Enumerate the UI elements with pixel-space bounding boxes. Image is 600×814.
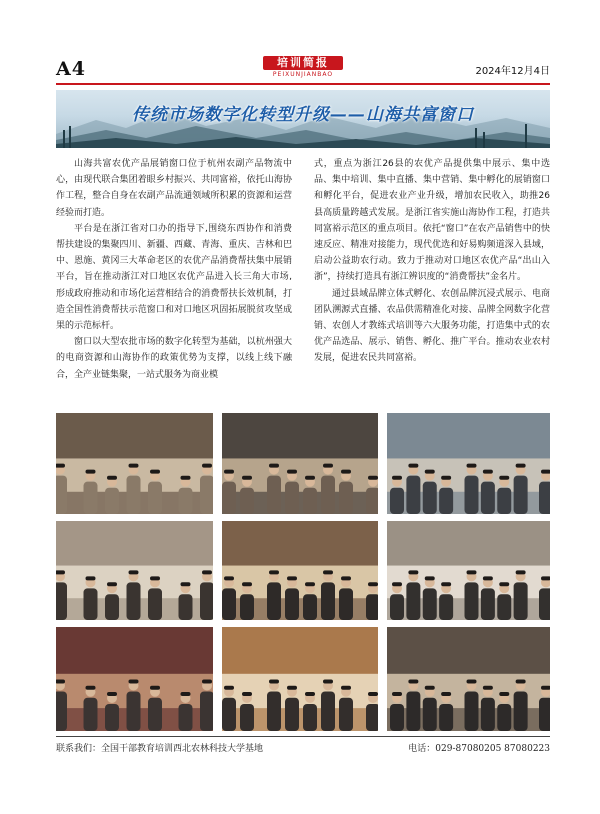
issue-date: 2024年12月4日 <box>475 66 550 77</box>
photo-grid <box>56 413 550 731</box>
newsletter-logo <box>263 56 343 80</box>
photo-exhibition-room-visit <box>387 521 550 620</box>
article-column-left <box>56 156 292 383</box>
article-paragraph: 通过县域品牌立体式孵化、农创品牌沉浸式展示、电商团队溯源式直播、农品供需精准化对接、品牌全网数字化营销、农创人才教练式培训等六大服务功能，打造集中式的农优产品选品、展示、销售、孵化、推广平台。推动农业农村发展，促进农民共同富裕。 <box>314 288 550 364</box>
logo-title: 培训简报 <box>263 56 343 70</box>
people-photo-icon <box>387 413 550 514</box>
article-paragraph: 山海共富农优产品展销窗口位于杭州农副产品物流中心，由现代联合集团着眼乡村振兴、共同富裕，依托山海协作工程，整合自身在农副产品流通领域所积累的资源和运营经验而打造。 <box>56 159 292 218</box>
article-paragraph: 式，重点为浙江26县的农优产品提供集中展示、集中选品、集中培训、集中直播、集中营销、集中孵化的展销窗口和孵化平台，促进农业产业升级，增加农民收入，助推26县高质量跨越式发展。是浙江省实施山海协作工程，打造共同富裕示范区的重点项目。依托“窗口”在农产品销售中的快速反应、精准对接能力，现代优选和好易购频道深入县域，启动公益助农行动。致力于推动对口地区农优产品“出山入浙”，持续打造具有浙江辨识度的“消费帮扶”金名片。 <box>314 159 550 283</box>
people-photo-icon <box>222 413 378 514</box>
article-paragraph: 窗口以大型农批市场的数字化转型为基础，以杭州强大的电商资源和山海协作的政策优势为支撑，以线上线下融合，全产业链集聚，一站式服务为商业模 <box>56 337 292 380</box>
article-column-right <box>314 156 550 367</box>
logo-subtitle: PEIXUNJIANBAO <box>272 71 334 78</box>
photo-store-interior-visit <box>56 521 213 620</box>
page-number: A4 <box>56 58 86 80</box>
article-banner <box>56 90 550 148</box>
header-divider <box>56 83 550 85</box>
phone-numbers: 电话：029-87080205 87080223 <box>408 744 550 754</box>
footer-divider <box>56 736 550 737</box>
photo-product-display-counter <box>387 627 550 731</box>
people-photo-icon <box>56 521 213 620</box>
article-paragraph: 平台是在浙江省对口办的指导下,围绕东西协作和消费帮扶建设的集聚四川、新疆、西藏、青海、重庆、吉林和巴中、恩施、黄冈三大革命老区的农优产品消费帮扶集中展销平台，旨在推动浙江对口地区农优产品进入长三角大市场,形成政府推动和市场化运营相结合的消费帮扶长效机制，打造全国性消费帮扶示范窗口和对口地区巩固拓展脱贫攻坚成果的示范标杆。 <box>56 223 292 332</box>
photo-courtyard-walk <box>56 627 213 731</box>
people-photo-icon <box>387 627 550 731</box>
photo-showroom-corridor <box>222 627 378 731</box>
article-body <box>56 156 550 404</box>
page-footer <box>56 741 550 755</box>
people-photo-icon <box>222 627 378 731</box>
banner-title: 传统市场数字化转型升级——山海共富窗口 <box>132 105 474 125</box>
page-header <box>56 56 550 82</box>
people-photo-icon <box>56 627 213 731</box>
photo-market-hall-group <box>56 413 213 514</box>
people-photo-icon <box>387 521 550 620</box>
photo-entrance-group <box>222 413 378 514</box>
photo-street-group <box>387 413 550 514</box>
people-photo-icon <box>56 413 213 514</box>
photo-product-table-visit <box>222 521 378 620</box>
people-photo-icon <box>222 521 378 620</box>
contact-info: 联系我们：全国干部教育培训西北农林科技大学基地 <box>56 744 264 754</box>
